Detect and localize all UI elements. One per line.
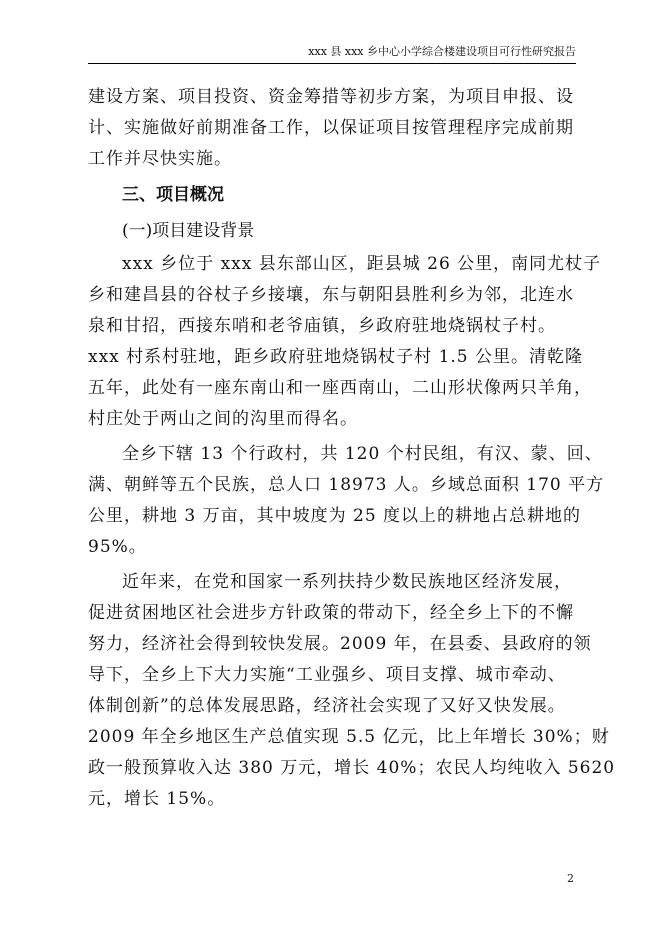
header-rule	[88, 63, 576, 64]
paragraph-line: 95%。	[88, 537, 147, 557]
paragraph-line: xxx 村系村驻地，距乡政府驻地烧锅杖子村 1.5 公里。清乾隆	[88, 347, 584, 367]
running-header: xxx 县 xxx 乡中心小学综合楼建设项目可行性研究报告	[308, 45, 576, 58]
paragraph-line: 满、朝鲜等五个民族，总人口 18973 人。乡域总面积 170 平方	[88, 475, 605, 495]
intro-line: 工作并尽快实施。	[88, 149, 232, 169]
paragraph-line: 公里，耕地 3 万亩，其中坡度为 25 度以上的耕地占总耕地的	[88, 506, 582, 526]
section-heading: 三、项目概况	[122, 185, 224, 205]
paragraph-line: 政一般预算收入达 380 万元，增长 40%；农民人均纯收入 5620	[88, 758, 616, 778]
intro-line: 建设方案、项目投资、资金筹措等初步方案，为项目申报、设	[88, 87, 574, 107]
paragraph-line: 全乡下辖 13 个行政村，共 120 个村民组，有汉、蒙、回、	[122, 444, 603, 464]
document-body	[88, 82, 616, 815]
paragraph-line: 元，增长 15%。	[88, 789, 226, 809]
paragraph-line: 泉和甘招，西接东哨和老爷庙镇，乡政府驻地烧锅杖子村。	[88, 316, 556, 336]
paragraph-line: 努力，经济社会得到较快发展。2009 年，在县委、县政府的领	[88, 634, 592, 654]
paragraph-line: 近年来，在党和国家一系列扶持少数民族地区经济发展，	[122, 572, 572, 592]
paragraph-line: 导下，全乡上下大力实施“工业强乡、项目支撑、城市牵动、	[88, 665, 566, 685]
paragraph-line: 促进贫困地区社会进步方针政策的带动下，经全乡上下的不懈	[88, 603, 574, 623]
intro-line: 计、实施做好前期准备工作，以保证项目按管理程序完成前期	[88, 118, 574, 138]
subsection-heading: (一)项目建设背景	[122, 221, 255, 241]
paragraph-line: xxx 乡位于 xxx 县东部山区，距县城 26 公里，南同尤杖子	[122, 254, 602, 274]
paragraph-line: 2009 年全乡地区生产总值实现 5.5 亿元，比上年增长 30%；财	[88, 727, 610, 747]
paragraph-line: 乡和建昌县的谷杖子乡接壤，东与朝阳县胜利乡为邻，北连水	[88, 285, 574, 305]
paragraph-line: 五年，此处有一座东南山和一座西南山，二山形状像两只羊角，	[88, 378, 592, 398]
paragraph-line: 体制创新”的总体发展思路，经济社会实现了又好又快发展。	[88, 696, 566, 716]
paragraph-line: 村庄处于两山之间的沟里而得名。	[88, 409, 358, 429]
page-number: 2	[567, 872, 574, 885]
